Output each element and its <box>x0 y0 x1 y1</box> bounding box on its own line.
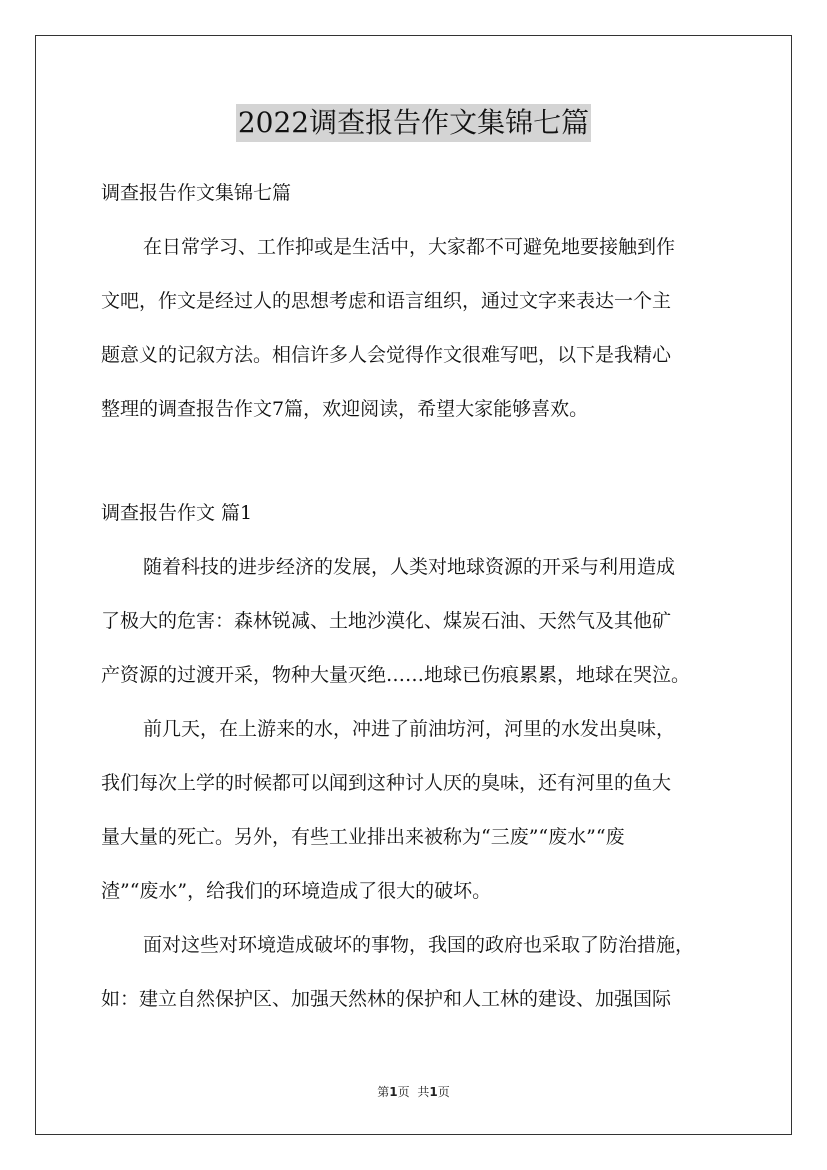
paragraph-spacer <box>101 443 729 493</box>
body-line: 产资源的过渡开采，物种大量灭绝……地球已伤痕累累，地球在哭泣。 <box>101 664 691 686</box>
total-number: 1 <box>429 1085 438 1099</box>
page-prefix: 第 <box>377 1085 390 1099</box>
body-line: 了极大的危害：森林锐减、土地沙漠化、煤炭石油、天然气及其他矿 <box>101 610 672 632</box>
page-suffix: 页 <box>397 1085 410 1099</box>
body-line: 量大量的死亡。另外，有些工业排出来被称为“三废”“废水”“废 <box>101 826 625 848</box>
body-line: 渣”“废水”，给我们的环境造成了很大的破坏。 <box>101 880 492 902</box>
intro-line: 整理的调查报告作文7篇，欢迎阅读，希望大家能够喜欢。 <box>101 398 589 420</box>
body-line: 随着科技的进步经济的发展，人类对地球资源的开采与利用造成 <box>143 556 676 578</box>
document-body <box>101 173 729 1033</box>
body-line: 我们每次上学的时候都可以闻到这种讨人厌的臭味，还有河里的鱼大 <box>101 772 672 794</box>
page-number: 1 <box>389 1085 398 1099</box>
total-prefix: 共 <box>417 1085 430 1099</box>
section-heading: 调查报告作文 篇1 <box>101 502 253 524</box>
page-footer <box>0 1083 827 1100</box>
total-suffix: 页 <box>437 1085 450 1099</box>
document-title: 2022调查报告作文集锦七篇 <box>236 104 591 142</box>
intro-line: 文吧，作文是经过人的思想考虑和语言组织，通过文字来表达一个主 <box>101 290 672 312</box>
title-container <box>0 104 827 142</box>
intro-line: 在日常学习、工作抑或是生活中，大家都不可避免地要接触到作 <box>143 236 676 258</box>
intro-line: 题意义的记叙方法。相信许多人会觉得作文很难写吧，以下是我精心 <box>101 344 672 366</box>
body-line: 面对这些对环境造成破坏的事物，我国的政府也采取了防治措施， <box>143 934 695 956</box>
body-line: 如：建立自然保护区、加强天然林的保护和人工林的建设、加强国际 <box>101 988 672 1010</box>
subtitle: 调查报告作文集锦七篇 <box>101 182 292 204</box>
body-line: 前几天，在上游来的水，冲进了前油坊河，河里的水发出臭味， <box>143 718 676 740</box>
